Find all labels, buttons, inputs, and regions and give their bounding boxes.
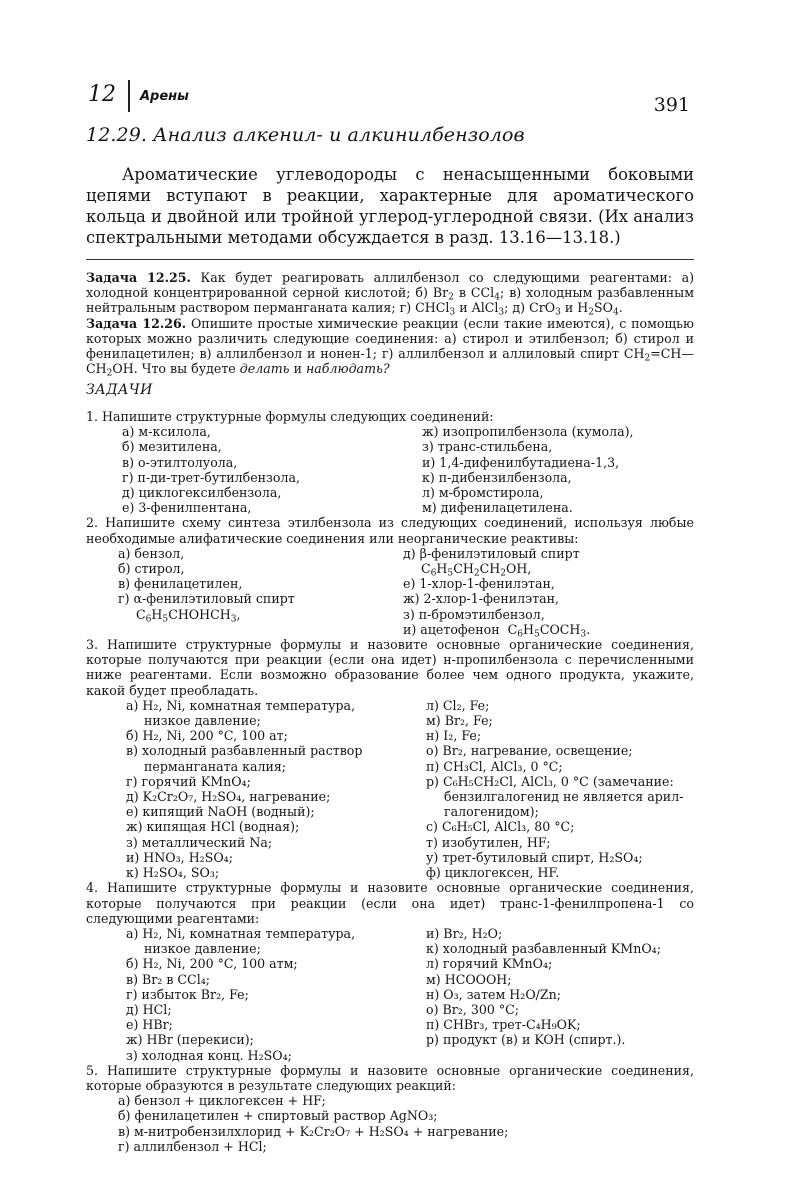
- list-item: г) аллилбензол + HCl;: [118, 1138, 267, 1154]
- list-item: з) металлический Na;: [126, 834, 273, 850]
- problem-label: Задача 12.25.: [86, 270, 191, 285]
- list-item: з) холодная конц. H₂SO₄;: [126, 1047, 292, 1063]
- list-item: з) транс-стильбена,: [422, 439, 553, 455]
- list-item: галогенидом);: [444, 804, 539, 820]
- list-item: б) стирол,: [118, 561, 185, 577]
- tasks-heading: ЗАДАЧИ: [86, 382, 153, 398]
- list-item: о) Br₂, 300 °C;: [426, 1001, 520, 1017]
- list-item: ж) кипящая HCl (водная);: [126, 819, 300, 835]
- list-item: ж) изопропилбензола (кумола),: [422, 424, 634, 440]
- list-item: ж) HBr (перекиси);: [126, 1032, 254, 1048]
- list-item: б) H₂, Ni, 200 °C, 100 атм;: [126, 956, 298, 972]
- header-divider: [128, 80, 130, 112]
- list-item: в) о-этилтолуола,: [122, 454, 238, 470]
- list-item: а) бензол + циклогексен + HF;: [118, 1093, 326, 1109]
- list-item: п) CH₃Cl, AlCl₃, 0 °C;: [426, 758, 563, 774]
- q3-list: [86, 698, 694, 880]
- list-item: и) HNO₃, H₂SO₄;: [126, 849, 233, 865]
- q5-stem: 5. Напишите структурные формулы и назовите основные органические соединения, которые образуются в результате следующих реакций:: [86, 1062, 694, 1093]
- list-item: в) фенилацетилен,: [118, 576, 243, 592]
- q4-stem: 4. Напишите структурные формулы и назовите основные органические соединения, которые получаются при реакции (если она идет) транс-1-фенилпропена-1 со следующими реагентами:: [86, 880, 694, 926]
- list-item: б) H₂, Ni, 200 °C, 100 ат;: [126, 728, 288, 744]
- list-item: р) C₆H₅CH₂Cl, AlCl₃, 0 °C (замечание:: [426, 773, 674, 789]
- list-item: д) циклогексилбензола,: [122, 485, 282, 501]
- list-item: а) H₂, Ni, комнатная температура,: [126, 925, 356, 941]
- list-item: е) 3-фенилпентана,: [122, 500, 252, 516]
- list-item: е) HBr;: [126, 1017, 173, 1033]
- problem-12-25: Задача 12.25. Как будет реагировать аллилбензол со следующими реагентами: а) холодной концентрированной серной кислотой; б) $Br_2$ в CCl$_4$; в) холодным разбавленным нейтральным раствором перманганата калия; г) CHCl$_3$ и AlCl$_3$; д) CrO$_3$ и $H_2SO_4$.: [86, 270, 695, 318]
- list-item: с) C₆H₅Cl, AlCl₃, 80 °C;: [426, 819, 575, 835]
- list-item: у) трет-бутиловый спирт, H₂SO₄;: [426, 849, 643, 865]
- list-item: б) мезитилена,: [122, 439, 222, 455]
- list-item: и) ацетофенон $C_6H_5COCH_3$.: [403, 621, 591, 640]
- horizontal-rule: [86, 259, 694, 260]
- running-title: Арены: [140, 89, 189, 104]
- list-item: в) холодный разбавленный раствор: [126, 743, 363, 759]
- list-item: е) кипящий NaOH (водный);: [126, 804, 315, 820]
- q5-list: [86, 1093, 694, 1154]
- q4-list: [86, 926, 694, 1063]
- q2-stem: 2. Напишите схему синтеза этилбензола из следующих соединений, используя любые необходимые алифатические соединения или неорганические реактивы:: [86, 515, 694, 546]
- problem-label: Задача 12.26.: [86, 315, 187, 331]
- list-item: г) α-фенилэтиловый спирт: [118, 591, 295, 607]
- list-item: г) п-ди-трет-бутилбензола,: [122, 469, 301, 485]
- list-item: бензилгалогенид не является арил-: [444, 789, 684, 805]
- list-item: п) CHBr₃, трет-C₄H₉OK;: [426, 1017, 581, 1033]
- running-header: [86, 80, 696, 120]
- list-item: перманганата калия;: [144, 758, 287, 774]
- problem-12-26: Задача 12.26. Опишите простые химические реакции (если такие имеются), с помощью которых можно различить следующие соединения: а) стирол и этилбензол; б) стирол и фенилацетилен; в) аллилбензол и нонен-1; г) аллилбензол и аллиловый спирт $CH_2=CH—CH_2OH$. Что вы будете делать и наблюдать?: [86, 315, 694, 379]
- list-item: м) HCOOOH;: [426, 971, 512, 987]
- list-item: ж) 2-хлор-1-фенилэтан,: [403, 591, 560, 607]
- list-item: р) продукт (в) и KOH (спирт.).: [426, 1032, 626, 1048]
- list-item: л) Cl₂, Fe;: [426, 697, 490, 713]
- list-item: м) дифенилацетилена.: [422, 500, 573, 516]
- list-item: в) м-нитробензилхлорид + K₂Cr₂O₇ + H₂SO₄ + нагревание;: [118, 1123, 509, 1139]
- list-item: г) избыток Br₂, Fe;: [126, 986, 249, 1002]
- list-item: о) Br₂, нагревание, освещение;: [426, 743, 633, 759]
- chapter-number: 12: [88, 82, 116, 107]
- list-item: и) 1,4-дифенилбутадиена-1,3,: [422, 454, 620, 470]
- list-item: низкое давление;: [144, 713, 261, 729]
- problems-block: [86, 270, 695, 379]
- q1-stem: 1. Напишите структурные формулы следующих соединений:: [86, 409, 494, 424]
- list-item: з) п-бромэтилбензол,: [403, 606, 545, 622]
- list-item: в) Br₂ в CCl₄;: [126, 971, 211, 987]
- list-item: ф) циклогексен, HF.: [426, 865, 560, 881]
- section-title: 12.29. Анализ алкенил- и алкинилбензолов: [86, 124, 525, 146]
- list-item: а) H₂, Ni, комнатная температура,: [126, 697, 356, 713]
- q3-stem: 3. Напишите структурные формулы и назовите основные органические соединения, которые получаются при реакции (если она идет) н-пропилбензола с перечисленными ниже реагентами. Если возможно образование более чем одного продукта, укажите, какой будет преобладать.: [86, 637, 694, 698]
- q1-list: [86, 424, 694, 515]
- exercises: [86, 409, 694, 1154]
- intro-paragraph: [86, 164, 694, 248]
- page-number: 391: [653, 94, 690, 116]
- list-item: л) горячий KMnO₄;: [426, 956, 553, 972]
- list-item: к) п-дибензилбензола,: [422, 469, 572, 485]
- list-item: м) Br₂, Fe;: [426, 713, 493, 729]
- list-item: [118, 622, 393, 637]
- list-item: г) горячий KMnO₄;: [126, 773, 251, 789]
- q2-list: [86, 545, 694, 640]
- list-item: е) 1-хлор-1-фенилэтан,: [403, 576, 555, 592]
- list-item: к) H₂SO₄, SO₃;: [126, 865, 220, 881]
- list-item: н) I₂, Fe;: [426, 728, 482, 744]
- list-item: д) β-фенилэтиловый спирт: [403, 545, 580, 561]
- list-item: д) HCl;: [126, 1001, 172, 1017]
- list-item: б) фенилацетилен + спиртовый раствор AgNO₃;: [118, 1108, 438, 1124]
- list-item: $C_6H_5CH_2CH_2OH$,: [421, 561, 532, 579]
- list-item: низкое давление;: [144, 941, 261, 957]
- list-item: к) холодный разбавленный KMnO₄;: [426, 941, 661, 957]
- list-item: л) м-бромстирола,: [422, 485, 544, 501]
- list-item: $C_6H_5CHOHCH_3$,: [136, 606, 241, 624]
- intro-text: Ароматические углеводороды с ненасыщенными боковыми цепями вступают в реакции, характерные для ароматического кольца и двойной или тройной углерод-углеродной связи. (Их анализ спектральными методами обсуждается в разд. 13.16—13.18.): [86, 165, 694, 247]
- list-item: а) м-ксилола,: [122, 424, 211, 440]
- list-item: н) O₃, затем H₂O/Zn;: [426, 986, 561, 1002]
- list-item: [426, 1048, 694, 1063]
- list-item: т) изобутилен, HF;: [426, 834, 551, 850]
- list-item: а) бензол,: [118, 545, 185, 561]
- list-item: и) Br₂, H₂O;: [426, 925, 503, 941]
- list-item: д) K₂Cr₂O₇, H₂SO₄, нагревание;: [126, 789, 331, 805]
